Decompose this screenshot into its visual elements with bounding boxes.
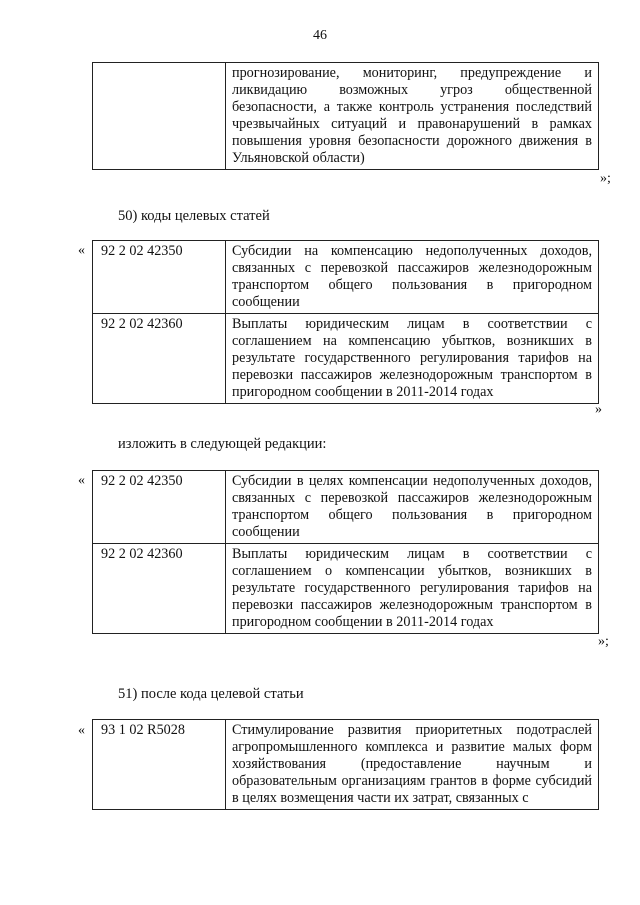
- code-cell: 92 2 02 42350: [93, 241, 226, 314]
- code-cell: 93 1 02 R5028: [93, 720, 226, 810]
- budget-table-new: [92, 470, 599, 634]
- description-cell: прогнозирование, мониторинг, предупреждение и ликвидацию возможных угроз общественной безопасности, а также контроль устранения последствий чрезвычайных ситуаций и правонарушений в рамках повышения уровня безопасности дорожного движения в Ульяновской области): [226, 63, 599, 170]
- table-row: [93, 241, 599, 314]
- code-cell: 92 2 02 42350: [93, 471, 226, 544]
- budget-table-insert: [92, 719, 599, 810]
- description-cell: Субсидии в целях компенсации недополученных доходов, связанных с перевозкой пассажиров железнодорожным транспортом общего пользования в пригородном сообщении: [226, 471, 599, 544]
- table-row: [93, 314, 599, 404]
- edit-instruction: изложить в следующей редакции:: [118, 436, 327, 452]
- budget-table-continuation: [92, 62, 599, 170]
- budget-table-old: [92, 240, 599, 404]
- description-cell: Стимулирование развития приоритетных подотраслей агропромышленного комплекса и развитие малых форм хозяйствования (предоставление научным и образовательным организациям грантов в форме субсидий в целях возмещения части их затрат, связанных с: [226, 720, 599, 810]
- page-number: 46: [313, 28, 327, 43]
- item-51-heading: 51) после кода целевой статьи: [118, 686, 304, 702]
- opening-quote: «: [78, 243, 85, 258]
- item-50-heading: 50) коды целевых статей: [118, 208, 270, 224]
- description-cell: Выплаты юридическим лицам в соответствии с соглашением на компенсацию убытков, возникших в результате государственного регулирования тарифов на перевозки пассажиров железнодорожным транспортом в пригородном сообщении в 2011-2014 годах: [226, 314, 599, 404]
- closing-quote: »;: [600, 171, 611, 186]
- table-row: [93, 471, 599, 544]
- code-cell: 92 2 02 42360: [93, 314, 226, 404]
- table-row: [93, 720, 599, 810]
- opening-quote: «: [78, 723, 85, 738]
- opening-quote: «: [78, 473, 85, 488]
- closing-quote: »;: [598, 634, 609, 649]
- code-cell: [93, 63, 226, 170]
- code-cell: 92 2 02 42360: [93, 544, 226, 634]
- closing-quote: »: [595, 402, 602, 417]
- table-row: [93, 63, 599, 170]
- table-row: [93, 544, 599, 634]
- description-cell: Субсидии на компенсацию недополученных доходов, связанных с перевозкой пассажиров железнодорожным транспортом общего пользования в пригородном сообщении: [226, 241, 599, 314]
- description-cell: Выплаты юридическим лицам в соответствии с соглашением о компенсации убытков, возникших в результате государственного регулирования тарифов на перевозки пассажиров железнодорожным транспортом в пригородном сообщении в 2011-2014 годах: [226, 544, 599, 634]
